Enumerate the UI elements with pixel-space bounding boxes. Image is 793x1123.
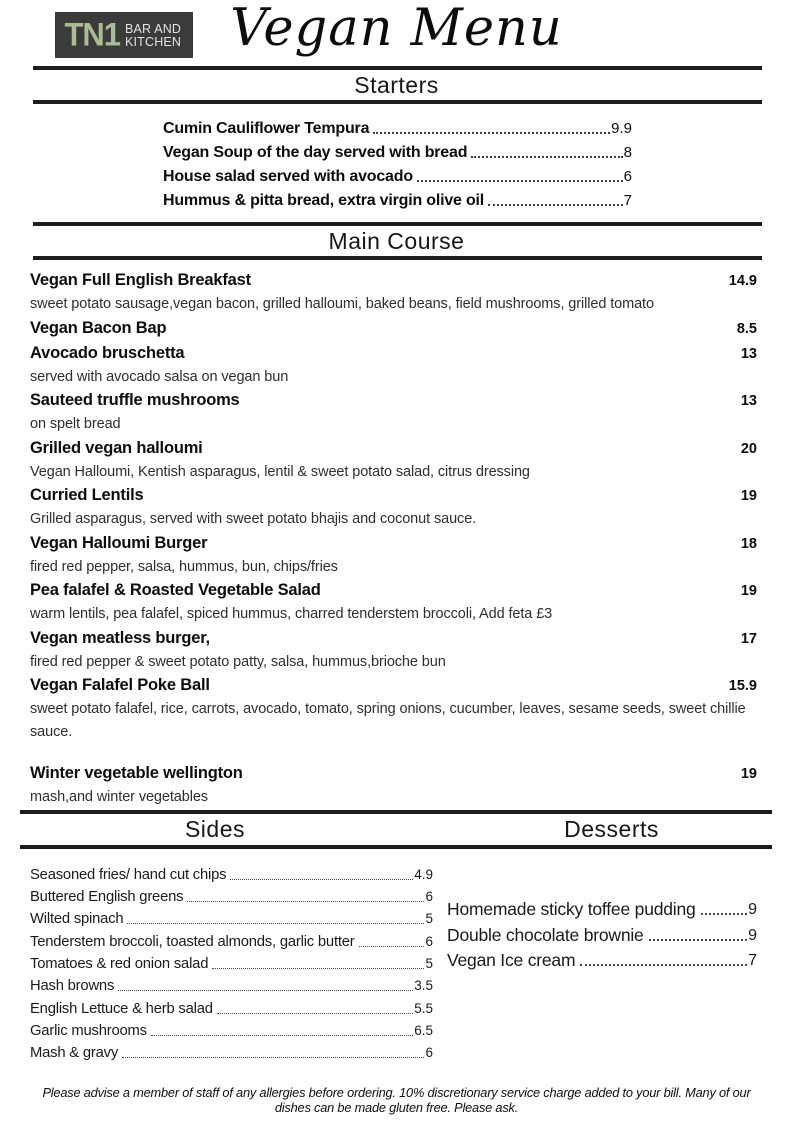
page-title: Vegan Menu: [230, 0, 563, 58]
main-course-item-head: [30, 674, 757, 698]
logo-subtitle-line1: BAR AND: [125, 21, 182, 36]
dotted-leader: [471, 156, 622, 158]
side-item-name: Mash & gravy: [30, 1045, 119, 1062]
main-course-item-row: [30, 317, 757, 341]
side-item-row: [30, 907, 433, 929]
allergy-notice: Please advise a member of staff of any allergies before ordering. 10% discretionary service charge added to your bill. Many of our dishes can be made gluten free. Please ask.: [42, 1085, 751, 1115]
main-course-item-price: 17: [740, 630, 757, 647]
main-course-item-name: Grilled vegan halloumi: [30, 438, 203, 457]
dessert-item-name: Homemade sticky toffee pudding: [447, 899, 696, 919]
main-course-item-price: 14.9: [728, 273, 757, 289]
divider-rule: [33, 222, 762, 226]
main-course-item-name: Vegan Falafel Poke Ball: [30, 676, 210, 694]
main-course-item-head: [30, 484, 757, 508]
dessert-item-price: 9: [748, 926, 757, 944]
dotted-leader: [217, 1013, 413, 1014]
main-course-item-name: Vegan Full English Breakfast: [30, 271, 251, 289]
sides-desserts-columns: [0, 849, 793, 1064]
side-item-price: 6: [425, 1045, 433, 1061]
main-course-item-head: [30, 579, 757, 603]
main-course-item-description: served with avocado salsa on vegan bun: [30, 368, 289, 385]
main-course-item-description: Vegan Halloumi, Kentish asparagus, lentil & sweet potato salad, citrus dressing: [30, 463, 530, 480]
side-item-name: Garlic mushrooms: [30, 1022, 147, 1039]
side-item-row: [30, 863, 433, 885]
side-item-name: Seasoned fries/ hand cut chips: [30, 866, 227, 883]
dotted-leader: [359, 946, 425, 947]
main-course-item-description: sweet potato falafel, rice, carrots, avocado, tomato, spring onions, cucumber, leaves, sesame seeds, sweet chillie sauce.: [30, 701, 746, 740]
main-course-item-description: on spelt bread: [30, 416, 121, 432]
main-course-item-name: Vegan Bacon Bap: [30, 318, 167, 337]
side-item-price: 3.5: [414, 978, 433, 994]
side-item-price: 5: [425, 955, 433, 971]
side-item-name: Tomatoes & red onion salad: [30, 955, 209, 972]
dotted-leader: [373, 132, 610, 134]
dotted-leader: [230, 879, 413, 880]
main-course-item-price: 18: [740, 535, 757, 552]
menu-header: [0, 0, 793, 66]
dessert-item-price: 9: [748, 901, 757, 918]
sides-list: [30, 849, 433, 1064]
side-item-price: 6.5: [414, 1022, 433, 1038]
main-course-list: [0, 260, 793, 809]
starter-item-row: [163, 188, 632, 212]
dotted-leader: [417, 180, 623, 182]
logo-subtitle-line2: KITCHEN: [125, 34, 182, 49]
main-course-item-row: [30, 269, 757, 316]
main-course-item-row: [30, 389, 757, 436]
starter-item-row: [163, 164, 632, 188]
main-course-item-description: sweet potato sausage,vegan bacon, grilled halloumi, baked beans, field mushrooms, grilled tomato: [30, 296, 654, 312]
dessert-item-row: [447, 921, 757, 947]
side-item-name: English Lettuce & herb salad: [30, 1000, 213, 1017]
dotted-leader: [127, 923, 424, 924]
main-course-item-name: Winter vegetable wellington: [30, 764, 243, 782]
dotted-leader: [118, 990, 413, 991]
side-item-row: [30, 974, 433, 996]
main-course-item-price: 19: [740, 766, 757, 782]
dessert-item-name: Vegan Ice cream: [447, 950, 576, 970]
main-course-item-head: [30, 389, 757, 413]
dotted-leader: [701, 913, 748, 915]
main-course-item-head: [30, 437, 757, 461]
main-course-item-row: [30, 762, 757, 809]
main-course-item-head: [30, 269, 757, 293]
starter-item-price: 8: [623, 144, 632, 161]
dessert-item-row: [447, 896, 757, 922]
side-item-row: [30, 1041, 433, 1063]
dotted-leader: [151, 1035, 413, 1036]
dotted-leader: [187, 901, 424, 902]
main-course-item-description: warm lentils, pea falafel, spiced hummus, charred tenderstem broccoli, Add feta £3: [30, 606, 553, 622]
starter-item-name: Hummus & pitta bread, extra virgin olive oil: [163, 192, 485, 209]
starter-item-price: 7: [623, 192, 632, 209]
side-item-name: Hash browns: [30, 978, 115, 995]
side-item-price: 6: [425, 933, 433, 949]
side-item-price: 5.5: [414, 1000, 433, 1016]
main-course-item-head: [30, 762, 757, 786]
main-course-item-row: [30, 532, 757, 579]
main-course-item-row: [30, 579, 757, 626]
main-course-item-description: fired red pepper & sweet potato patty, salsa, hummus,brioche bun: [30, 653, 446, 670]
side-item-row: [30, 952, 433, 974]
divider-rule: [33, 66, 762, 70]
logo-tn1-text: TN1: [64, 16, 121, 53]
main-course-item-price: 13: [740, 393, 757, 409]
main-course-item-head: [30, 532, 757, 556]
main-course-item-price: 19: [740, 488, 757, 504]
side-item-name: Buttered English greens: [30, 889, 184, 906]
main-course-item-row: [30, 674, 757, 743]
dessert-item-row: [447, 947, 757, 973]
side-item-name: Tenderstem broccoli, toasted almonds, garlic butter: [30, 933, 355, 950]
starters-list: [163, 116, 632, 212]
main-course-item-head: [30, 317, 757, 341]
section-title-sides: Sides: [184, 815, 246, 842]
dotted-leader: [122, 1057, 424, 1058]
side-item-row: [30, 929, 433, 951]
main-course-item-price: 13: [740, 345, 757, 362]
section-title-starters: Starters: [354, 72, 439, 98]
starter-item-price: 9.9: [611, 120, 632, 137]
dotted-leader: [212, 968, 424, 969]
starter-item-row: [163, 140, 632, 164]
main-course-item-name: Curried Lentils: [30, 486, 144, 504]
main-course-item-description: Grilled asparagus, served with sweet potato bhajis and coconut sauce.: [30, 511, 477, 527]
side-item-name: Wilted spinach: [30, 911, 124, 928]
main-course-item-price: 20: [740, 440, 757, 457]
main-course-item-row: [30, 484, 757, 531]
main-course-item-name: Avocado bruschetta: [30, 343, 185, 362]
dotted-leader: [580, 964, 747, 966]
main-course-item-name: Pea falafel & Roasted Vegetable Salad: [30, 581, 321, 599]
desserts-list: [447, 849, 757, 1064]
section-title-desserts: Desserts: [564, 815, 659, 842]
starter-item-price: 6: [623, 168, 632, 185]
divider-rule: [33, 100, 762, 104]
dessert-item-price: 7: [748, 952, 757, 969]
side-item-price: 6: [425, 889, 433, 905]
dotted-leader: [488, 204, 623, 206]
starter-item-name: House salad served with avocado: [163, 168, 413, 185]
side-item-price: 5: [425, 911, 433, 927]
side-item-row: [30, 1019, 433, 1041]
main-course-item-head: [30, 342, 757, 366]
main-course-item-price: 8.5: [736, 320, 757, 337]
main-course-item-name: Vegan meatless burger,: [30, 628, 210, 647]
starter-item-name: Cumin Cauliflower Tempura: [163, 120, 370, 137]
sides-desserts-header: [0, 814, 793, 845]
main-course-item-name: Vegan Halloumi Burger: [30, 533, 208, 552]
side-item-row: [30, 996, 433, 1018]
main-course-item-name: Sauteed truffle mushrooms: [30, 391, 240, 409]
main-course-item-row: [30, 342, 757, 389]
starter-item-name: Vegan Soup of the day served with bread: [163, 144, 468, 161]
main-course-item-price: 15.9: [728, 678, 757, 694]
dotted-leader: [649, 939, 748, 941]
starter-item-row: [163, 116, 632, 140]
main-course-item-head: [30, 627, 757, 651]
dessert-item-name: Double chocolate brownie: [447, 924, 644, 945]
main-course-item-row: [30, 437, 757, 484]
side-item-price: 4.9: [414, 866, 433, 882]
main-course-item-description: mash,and winter vegetables: [30, 789, 208, 805]
section-title-main-course: Main Course: [328, 228, 465, 254]
main-course-item-price: 19: [740, 583, 757, 599]
main-course-item-row: [30, 627, 757, 674]
main-course-item-description: fired red pepper, salsa, hummus, bun, chips/fries: [30, 558, 338, 575]
side-item-row: [30, 885, 433, 907]
